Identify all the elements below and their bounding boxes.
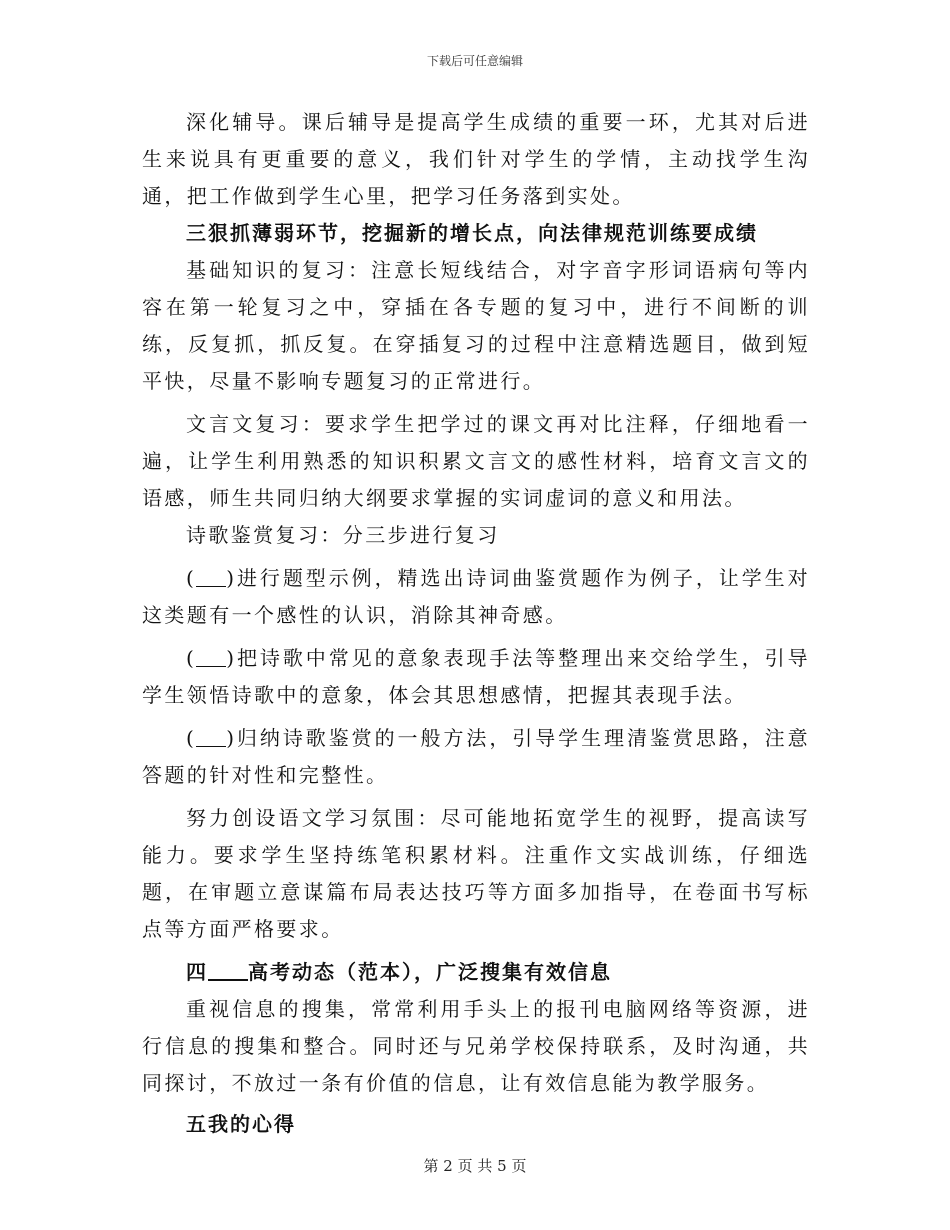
- poetry-step-1-text: 进行题型示例，精选出诗词曲鉴赏题作为例子，让学生对这类题有一个感性的认识，消除其神奇感。: [142, 566, 810, 627]
- paragraph-poetry-review: 诗歌鉴赏复习：分三步进行复习: [186, 523, 500, 547]
- step-close-paren: ): [226, 646, 237, 670]
- step-close-paren: ): [226, 726, 237, 750]
- step-blank: [196, 568, 226, 587]
- paragraph-tutoring: 深化辅导。课后辅导是提高学生成绩的重要一环，尤其对后进生来说具有更重要的意义，我们针对学生的学情，主动找学生沟通，把工作做到学生心里，把学习任务落到实处。: [142, 110, 810, 208]
- poetry-step-2: [142, 640, 810, 714]
- poetry-step-1: [142, 560, 810, 634]
- step-open-paren: (: [186, 726, 197, 750]
- section-heading-4: [142, 954, 810, 991]
- page-footer: 第 2 页 共 5 页: [423, 1157, 527, 1175]
- step-open-paren: (: [186, 646, 197, 670]
- step-blank: [196, 728, 226, 747]
- document-body: [142, 104, 810, 1143]
- page-header: 下载后可任意编辑: [426, 54, 523, 68]
- paragraph-information: 重视信息的搜集，常常利用手头上的报刊电脑网络等资源，进行信息的搜集和整合。同时还与兄弟学校保持联系，及时沟通，共同探讨，不放过一条有价值的信息，让有效信息能为教学服务。: [142, 997, 810, 1095]
- heading-4-text: 高考动态（范本），广泛搜集有效信息: [248, 960, 612, 984]
- paragraph-classical-chinese: 文言文复习：要求学生把学过的课文再对比注释，仔细地看一遍，让学生利用熟悉的知识积累文言文的感性材料，培育文言文的语感，师生共同归纳大纲要求掌握的实词虚词的意义和用法。: [142, 412, 810, 510]
- step-close-paren: ): [226, 566, 237, 590]
- heading-4-blank: [208, 961, 248, 981]
- paragraph-learning-atmosphere: 努力创设语文学习氛围：尽可能地拓宽学生的视野，提高读写能力。要求学生坚持练笔积累材料。注重作文实战训练，仔细选题，在审题立意谋篇布局表达技巧等方面多加指导，在卷面书写标点等方面严格要求。: [142, 806, 810, 941]
- heading-4-prefix: 四: [186, 960, 208, 984]
- poetry-step-3-text: 归纳诗歌鉴赏的一般方法，引导学生理清鉴赏思路，注意答题的针对性和完整性。: [142, 726, 810, 787]
- section-heading-3: 三狠抓薄弱环节，挖掘新的增长点，向法律规范训练要成绩: [186, 221, 758, 245]
- step-open-paren: (: [186, 566, 197, 590]
- step-blank: [196, 648, 226, 667]
- paragraph-basic-knowledge: 基础知识的复习：注意长短线结合，对字音字形词语病句等内容在第一轮复习之中，穿插在各专题的复习中，进行不间断的训练，反复抓，抓反复。在穿插复习的过程中注意精选题目，做到短平快，尽量不影响专题复习的正常进行。: [142, 258, 810, 393]
- poetry-step-2-text: 把诗歌中常见的意象表现手法等整理出来交给学生，引导学生领悟诗歌中的意象，体会其思想感情，把握其表现手法。: [142, 646, 810, 707]
- section-heading-5: 五我的心得: [186, 1112, 296, 1136]
- poetry-step-3: [142, 720, 810, 794]
